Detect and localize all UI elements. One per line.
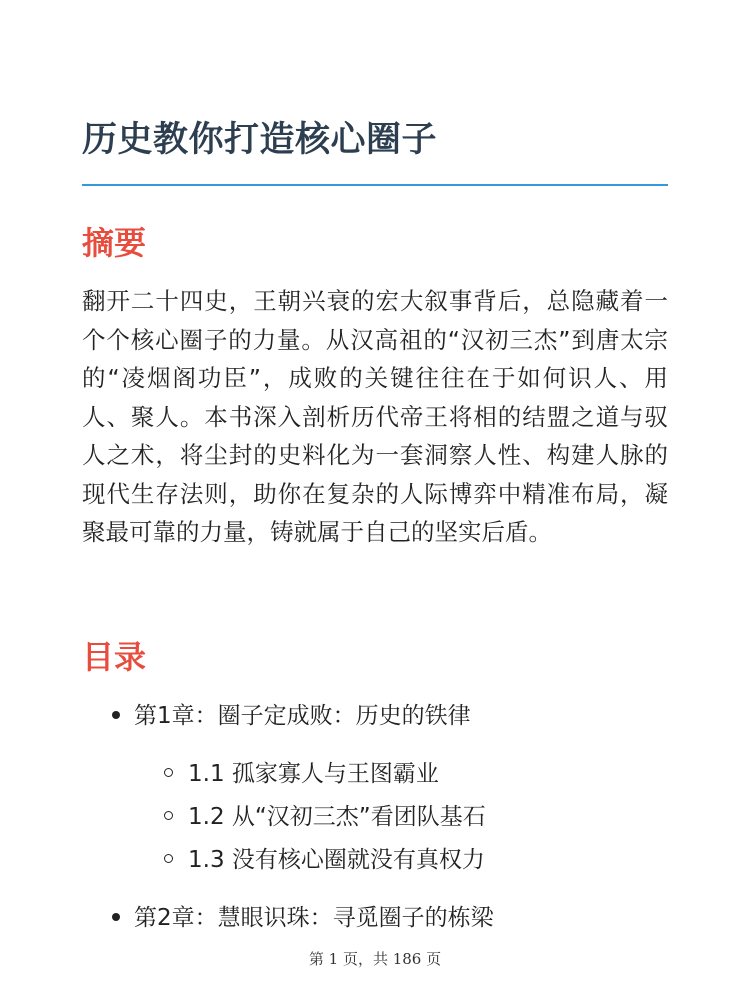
toc-chapter-label: 第2章：慧眼识珠：寻觅圈子的栋梁 <box>134 905 494 931</box>
page-number-footer: 第 1 页，共 186 页 <box>308 950 442 968</box>
toc-chapter-label: 第1章：圈子定成败：历史的铁律 <box>134 703 471 729</box>
toc-heading: 目录 <box>82 638 147 676</box>
toc-section-1-2[interactable] <box>164 799 486 835</box>
title-divider <box>82 184 668 186</box>
summary-paragraph: 翻开二十四史，王朝兴衰的宏大叙事背后，总隐藏着一个个核心圈子的力量。从汉高祖的“汉初三杰”到唐太宗的“凌烟阁功臣”，成败的关键往往在于如何识人、用人、聚人。本书深入剖析历代帝王将相的结盟之道与驭人之术，将尘封的史料化为一套洞察人性、构建人脉的现代生存法则，助你在复杂的人际博弈中精准布局，凝聚最可靠的力量，铸就属于自己的坚实后盾。 <box>82 287 668 546</box>
bullet-circle-icon <box>164 854 173 863</box>
summary-heading: 摘要 <box>82 224 147 262</box>
bullet-circle-icon <box>164 811 173 820</box>
document-page <box>82 0 668 1000</box>
document-title: 历史教你打造核心圈子 <box>82 120 438 160</box>
toc-section-label: 1.3 没有核心圈就没有真权力 <box>188 847 485 873</box>
toc-chapter-2[interactable] <box>112 900 494 936</box>
toc-section-1-3[interactable] <box>164 842 485 878</box>
bullet-dot-icon <box>112 913 120 921</box>
toc-chapter-1[interactable] <box>112 698 471 734</box>
toc-section-1-1[interactable] <box>164 756 439 792</box>
toc-section-label: 1.1 孤家寡人与王图霸业 <box>188 761 439 787</box>
bullet-circle-icon <box>164 768 173 777</box>
toc-section-label: 1.2 从“汉初三杰”看团队基石 <box>188 804 486 830</box>
bullet-dot-icon <box>112 711 120 719</box>
